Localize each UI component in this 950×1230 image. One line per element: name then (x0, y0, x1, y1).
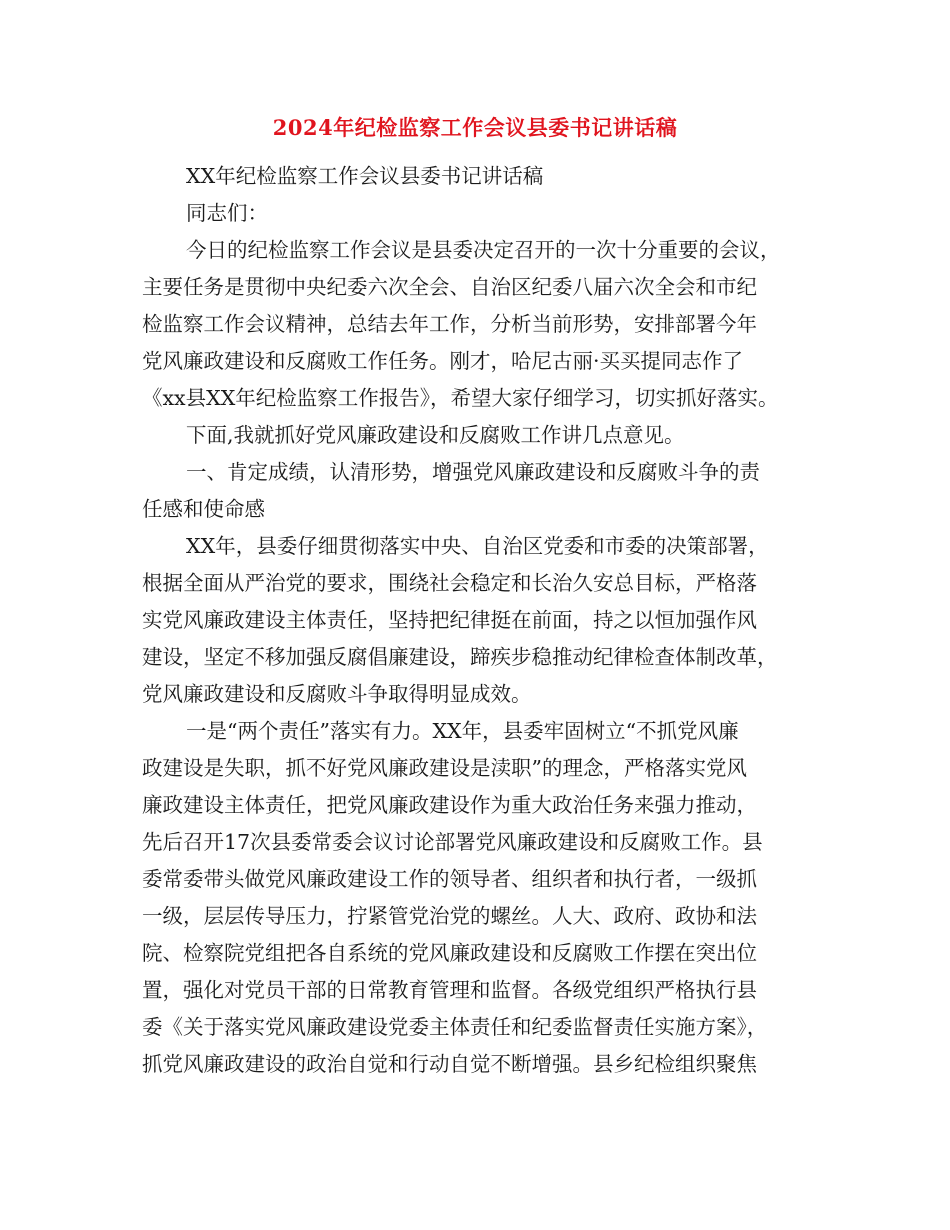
text-line: 政建设是失职，抓不好党风廉政建设是渎职”的理念，严格落实党风 (142, 756, 747, 780)
text-line: 同志们： (186, 201, 268, 225)
text-line: 院、检察院党组把各自系统的党风廉政建设和反腐败工作摆在突出位 (142, 941, 757, 965)
text-line: 一是“两个责任”落实有力。XX年，县委牢固树立“不抓党风廉 (186, 719, 739, 743)
text-line: 主要任务是贯彻中央纪委六次全会、自治区纪委八届六次全会和市纪 (142, 275, 757, 299)
text-line: 《xx县XX年纪检监察工作报告》，希望大家仔细学习，切实抓好落实。 (142, 386, 779, 410)
text-line: 根据全面从严治党的要求，围绕社会稳定和长治久安总目标，严格落 (142, 571, 757, 595)
text-line: 党风廉政建设和反腐败工作任务。刚才，哈尼古丽·买买提同志作了 (142, 349, 744, 373)
text-line: 置，强化对党员干部的日常教育管理和监督。各级党组织严格执行县 (142, 978, 757, 1002)
text-line: 任感和使命感 (142, 497, 265, 521)
document-title: 2024年纪检监察工作会议县委书记讲话稿 (272, 115, 678, 140)
text-line: 委常委带头做党风廉政建设工作的领导者、组织者和执行者，一级抓 (142, 867, 757, 891)
text-line: 建设，坚定不移加强反腐倡廉建设，蹄疾步稳推动纪律检查体制改革， (142, 645, 778, 669)
text-line: 党风廉政建设和反腐败斗争取得明显成效。 (142, 682, 532, 706)
text-line: XX年纪检监察工作会议县委书记讲话稿 (186, 164, 544, 188)
text-line: 下面,我就抓好党风廉政建设和反腐败工作讲几点意见。 (186, 423, 685, 447)
text-line: 一、肯定成绩，认清形势，增强党风廉政建设和反腐败斗争的责 (186, 460, 760, 484)
text-line: 实党风廉政建设主体责任，坚持把纪律挺在前面，持之以恒加强作风 (142, 608, 757, 632)
text-line: 委《关于落实党风廉政建设党委主体责任和纪委监督责任实施方案》， (142, 1015, 768, 1039)
document-body (142, 158, 822, 1083)
text-line: 廉政建设主体责任，把党风廉政建设作为重大政治任务来强力推动， (142, 793, 757, 817)
text-line: 抓党风廉政建设的政治自觉和行动自觉不断增强。县乡纪检组织聚焦 (142, 1052, 757, 1076)
text-line: 检监察工作会议精神，总结去年工作，分析当前形势，安排部署今年 (142, 312, 757, 336)
text-line: XX年，县委仔细贯彻落实中央、自治区党委和市委的决策部署， (186, 534, 769, 558)
text-line: 一级，层层传导压力，拧紧管党治党的螺丝。人大、政府、政协和法 (142, 904, 757, 928)
text-line: 今日的纪检监察工作会议是县委决定召开的一次十分重要的会议， (186, 238, 781, 262)
text-line: 先后召开17次县委常委会议讨论部署党风廉政建设和反腐败工作。县 (142, 830, 763, 854)
